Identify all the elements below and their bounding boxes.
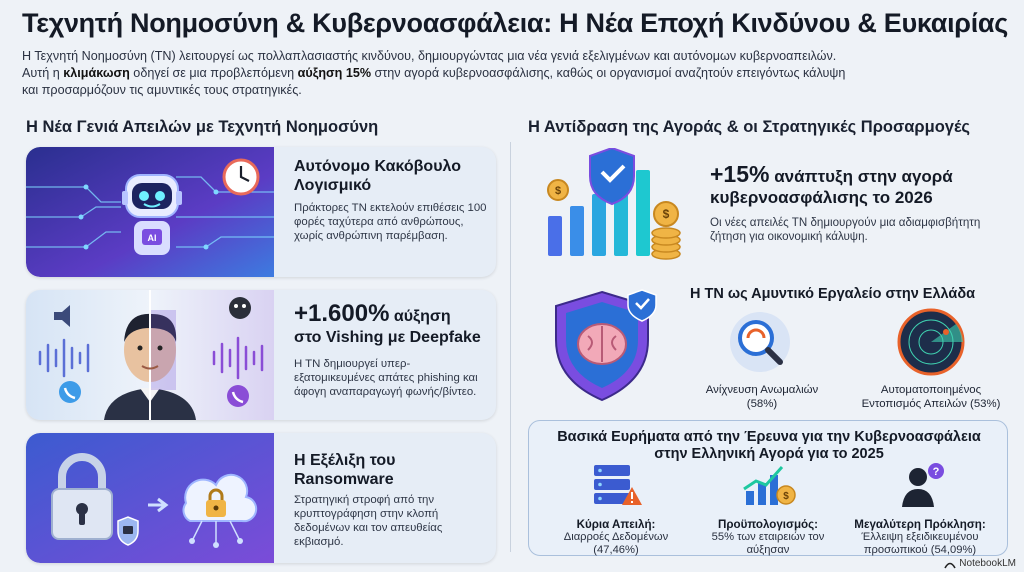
findings-title: Βασικά Ευρήματα από την Έρευνα για την Κυβερνοασφάλεια στην Ελληνική Αγορά για το 2025 bbox=[557, 429, 981, 462]
budget-chart-icon bbox=[738, 461, 798, 509]
anomaly-detection-item bbox=[700, 306, 824, 411]
right-section-title: Η Αντίδραση της Αγοράς & οι Στρατηγικές Προσαρμογές bbox=[528, 118, 971, 136]
notebooklm-logo-icon bbox=[944, 559, 956, 569]
card-title: Αυτόνομο Κακόβουλο Λογισμικό bbox=[294, 158, 461, 194]
threat-detection-item bbox=[856, 306, 1006, 411]
card-title: +1.600% αύξηση bbox=[294, 300, 451, 327]
threat-card-autonomous-malware bbox=[26, 147, 496, 277]
svg-text:$: $ bbox=[662, 207, 670, 221]
defense-title: Η ΤΝ ως Αμυντικό Εργαλείο στην Ελλάδα bbox=[690, 286, 976, 302]
growth-description: Οι νέες απειλές ΤΝ δημιουργούν μια αδιαμφισβήτητη ζήτηση για οικονομική κάλυψη. bbox=[710, 216, 981, 243]
finding-value: Έλλειψη εξειδικευμένου προσωπικού (54,09%) bbox=[861, 531, 979, 556]
page-title: Τεχνητή Νοημοσύνη & Κυβερνοασφάλεια: Η Νέα Εποχή Κινδύνου & Ευκαιρίας bbox=[22, 8, 1008, 38]
growth-headline-line-2: κυβερνοασφάλισης το 2026 bbox=[710, 188, 933, 207]
magnifier-icon bbox=[700, 306, 824, 378]
svg-text:?: ? bbox=[932, 466, 940, 478]
svg-text:$: $ bbox=[783, 491, 789, 502]
robot-illustration bbox=[26, 147, 274, 277]
radar-icon bbox=[856, 306, 1006, 378]
threat-card-deepfake-vishing bbox=[26, 290, 496, 420]
finding-value: Διαρροές Δεδομένων (47,46%) bbox=[563, 531, 669, 556]
finding-challenge bbox=[845, 461, 995, 557]
key-findings-box bbox=[528, 420, 1008, 556]
card-title-line-2: στο Vishing με Deepfake bbox=[294, 329, 481, 346]
column-divider bbox=[510, 142, 511, 552]
server-warning-icon bbox=[586, 461, 646, 509]
finding-label: Κύρια Απειλή: bbox=[576, 518, 656, 531]
notebooklm-brand: NotebookLM bbox=[944, 558, 1016, 569]
intro-paragraph bbox=[22, 48, 1007, 99]
finding-budget bbox=[693, 461, 843, 557]
finding-label: Μεγαλύτερη Πρόκληση: bbox=[854, 518, 986, 531]
intro-line-2: Αυτή η κλιμάκωση οδηγεί σε μια προβλεπόμενη αύξηση 15% στην αγορά κυβερνοασφάλισης, καθώς οι οργανισμοί αναζητούν επειγόντως κάλυψη bbox=[22, 66, 846, 80]
card-title: Η Εξέλιξη του Ransomware bbox=[294, 452, 396, 488]
threat-card-ransomware bbox=[26, 433, 496, 563]
left-section-title: Η Νέα Γενιά Απειλών με Τεχνητή Νοημοσύνη bbox=[26, 118, 379, 136]
market-growth-text bbox=[710, 161, 1010, 244]
threat-detection-label: Αυτοματοποιημένος Εντοπισμός Απειλών (53%) bbox=[861, 384, 1001, 410]
ai-badge: AI bbox=[147, 233, 157, 243]
deepfake-face-illustration bbox=[26, 290, 274, 420]
finding-main-threat bbox=[541, 461, 691, 557]
card-text: Η ΤΝ δημιουργεί υπερ-εξατομικευμένες απάτες phishing και άφογη αναπαραγωγή φωνής/βίντεο. bbox=[294, 358, 478, 398]
person-question-icon bbox=[890, 461, 950, 509]
intro-line-3: και προσαρμόζουν τις αμυντικές τους στρατηγικές. bbox=[22, 83, 302, 97]
anomaly-detection-label: Ανίχνευση Ανωμαλιών (58%) bbox=[705, 384, 819, 410]
market-growth-illustration bbox=[530, 148, 695, 266]
growth-headline: +15% ανάπτυξη στην αγορά bbox=[710, 161, 953, 187]
brain-shield-icon bbox=[540, 286, 680, 408]
finding-label: Προϋπολογισμός: bbox=[717, 518, 819, 531]
ransomware-illustration bbox=[26, 433, 274, 563]
card-text: Πράκτορες ΤΝ εκτελούν επιθέσεις 100 φορές ταχύτερα από ανθρώπους, χωρίς ανθρώπινη παρέμβαση. bbox=[294, 202, 487, 242]
finding-value: 55% των εταιρειών τον αύξησαν bbox=[711, 531, 825, 556]
svg-text:$: $ bbox=[554, 185, 562, 197]
card-text: Στρατηγική στροφή από την κρυπτογράφηση στην κλοπή δεδομένων και τον απευθείας εκβιασμό. bbox=[294, 494, 443, 548]
intro-line-1: Η Τεχνητή Νοημοσύνη (ΤΝ) λειτουργεί ως πολλαπλασιαστής κινδύνου, δημιουργώντας μια νέα γενιά εξελιγμένων και αυτόνομων κυβερνοαπειλών. bbox=[22, 49, 837, 63]
